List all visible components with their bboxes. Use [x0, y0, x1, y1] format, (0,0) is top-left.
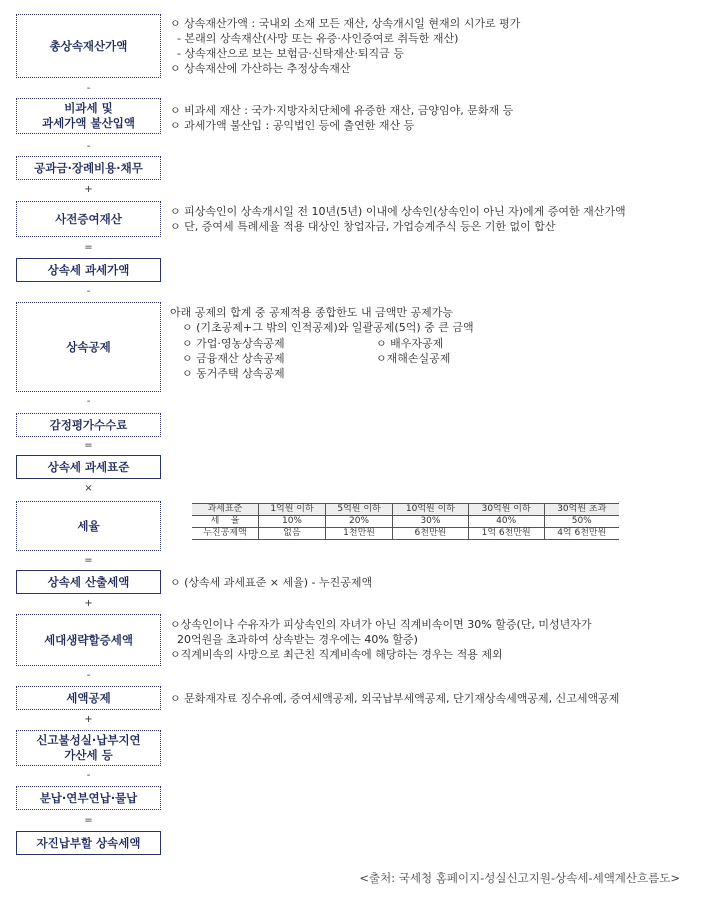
tax-rate-table [192, 503, 619, 540]
step-final-tax: 자진납부할 상속세액 [16, 831, 161, 855]
step-appraisal-fee: 감정평가수수료 [16, 413, 161, 437]
table-cell: 5억원 이하 [326, 504, 393, 516]
tax-credit-description [170, 691, 619, 706]
operator: - [86, 141, 91, 152]
table-row [192, 504, 619, 516]
deduction-list-right [376, 336, 450, 366]
step-generation-skip: 세대생략할증세액 [16, 614, 161, 666]
desc-line: ㅇ 상속재산에 가산하는 추정상속재산 [170, 62, 351, 75]
nontaxable-description [170, 103, 513, 133]
operator: = [84, 815, 93, 826]
desc-line: ㅇ 단, 증여세 특례세율 적용 대상인 창업자금, 가업승계주식 등은 기한 없이 합산 [170, 220, 556, 233]
step-deduction: 상속공제 [16, 302, 161, 392]
desc-line: 아래 공제의 합계 중 공제적용 종합한도 내 금액만 공제가능 [170, 306, 453, 319]
step-taxable-value: 상속세 과세가액 [16, 258, 161, 282]
step-tax-rate: 세율 [16, 501, 161, 551]
operator: = [84, 555, 93, 566]
operator: = [84, 440, 93, 451]
step-nontaxable: 비과세 및 과세가액 불산입액 [16, 98, 161, 134]
table-cell: 1천만원 [326, 528, 393, 540]
generation-skip-description [170, 617, 592, 662]
table-cell: 10% [258, 516, 325, 528]
step-penalty: 신고불성실·납부지연 가산세 등 [16, 730, 161, 766]
prior-gift-description [170, 204, 626, 234]
table-cell: 없음 [258, 528, 325, 540]
table-cell: 4억 6천만원 [544, 528, 619, 540]
desc-line: ㅇ재해손실공제 [376, 352, 451, 365]
computed-tax-description [170, 575, 372, 590]
step-installment: 분납·연부연납·물납 [16, 786, 161, 810]
desc-line: ㅇ직계비속의 사망으로 최근친 직계비속에 해당하는 경우는 적용 제외 [170, 648, 503, 661]
deduction-description [170, 305, 474, 335]
step-gross-estate: 총상속재산가액 [16, 14, 161, 78]
operator: - [86, 286, 91, 297]
desc-line: ㅇ상속인이나 수유자가 피상속인의 자녀가 아닌 직계비속이면 30% 할증(단, 미성년자가 [170, 618, 592, 631]
desc-line: ㅇ 비과세 재산 : 국가·지방자치단체에 유증한 재산, 금양임야, 문화재 등 [170, 104, 514, 117]
operator: - [86, 83, 91, 94]
operator: - [86, 670, 91, 681]
operator: + [84, 598, 93, 609]
desc-line: ㅇ (상속세 과세표준 × 세율) - 누진공제액 [170, 576, 373, 589]
table-cell: 10억원 이하 [393, 504, 469, 516]
operator: - [86, 396, 91, 407]
table-cell: 과세표준 [192, 504, 258, 516]
table-cell: 30억원 이하 [468, 504, 544, 516]
table-cell: 누진공제액 [192, 528, 258, 540]
desc-line: ㅇ 금융재산 상속공제 [182, 352, 285, 365]
operator: + [84, 714, 93, 725]
table-cell: 30% [393, 516, 469, 528]
desc-line: 20억원을 초과하여 상속받는 경우에는 40% 할증) [170, 633, 418, 646]
table-row [192, 516, 619, 528]
table-cell: 6천만원 [393, 528, 469, 540]
desc-line: ㅇ 가업·영농상속공제 [182, 337, 285, 350]
step-prior-gift: 사전증여재산 [16, 201, 161, 237]
desc-line: ㅇ 문화재자료 징수유예, 증여세액공제, 외국납부세액공제, 단기재상속세액공제, 신고세액공제 [170, 692, 620, 705]
table-cell: 1억 6천만원 [468, 528, 544, 540]
desc-line: ㅇ 피상속인이 상속개시일 전 10년(5년) 이내에 상속인(상속인이 아닌 자)에게 증여한 재산가액 [170, 205, 626, 218]
desc-line: - 상속재산으로 보는 보험금·신탁재산·퇴직금 등 [170, 47, 404, 60]
desc-line: ㅇ 배우자공제 [376, 337, 444, 350]
table-cell: 30억원 초과 [544, 504, 619, 516]
table-cell: 50% [544, 516, 619, 528]
operator: = [84, 242, 93, 253]
source-caption: <출처: 국세청 홈페이지-성실신고지원-상속세-세액계산흐름도> [359, 871, 680, 885]
operator: - [86, 770, 91, 781]
operator: + [84, 184, 93, 195]
operator: × [84, 483, 93, 494]
desc-line: - 본래의 상속재산(사망 또는 유증·사인증여로 취득한 재산) [170, 32, 459, 45]
desc-line: ㅇ 과세가액 불산입 : 공익법인 등에 출연한 재산 등 [170, 119, 415, 132]
desc-line: ㅇ 상속재산가액 : 국내외 소재 모든 재산, 상속개시일 현재의 시가로 평가 [170, 17, 521, 30]
gross-estate-description [170, 16, 520, 76]
step-tax-base: 상속세 과세표준 [16, 455, 161, 479]
deduction-list-left [182, 336, 285, 381]
step-tax-credit: 세액공제 [16, 686, 161, 710]
table-cell: 40% [468, 516, 544, 528]
table-cell: 세 율 [192, 516, 258, 528]
desc-line: ㅇ 동거주택 상속공제 [182, 367, 285, 380]
table-cell: 1억원 이하 [258, 504, 325, 516]
table-cell: 20% [326, 516, 393, 528]
step-public-charges: 공과금·장례비용·채무 [16, 156, 161, 180]
table-row [192, 528, 619, 540]
desc-line: ㅇ (기초공제+그 밖의 인적공제)와 일괄공제(5억) 중 큰 금액 [182, 321, 474, 334]
step-computed-tax: 상속세 산출세액 [16, 570, 161, 594]
